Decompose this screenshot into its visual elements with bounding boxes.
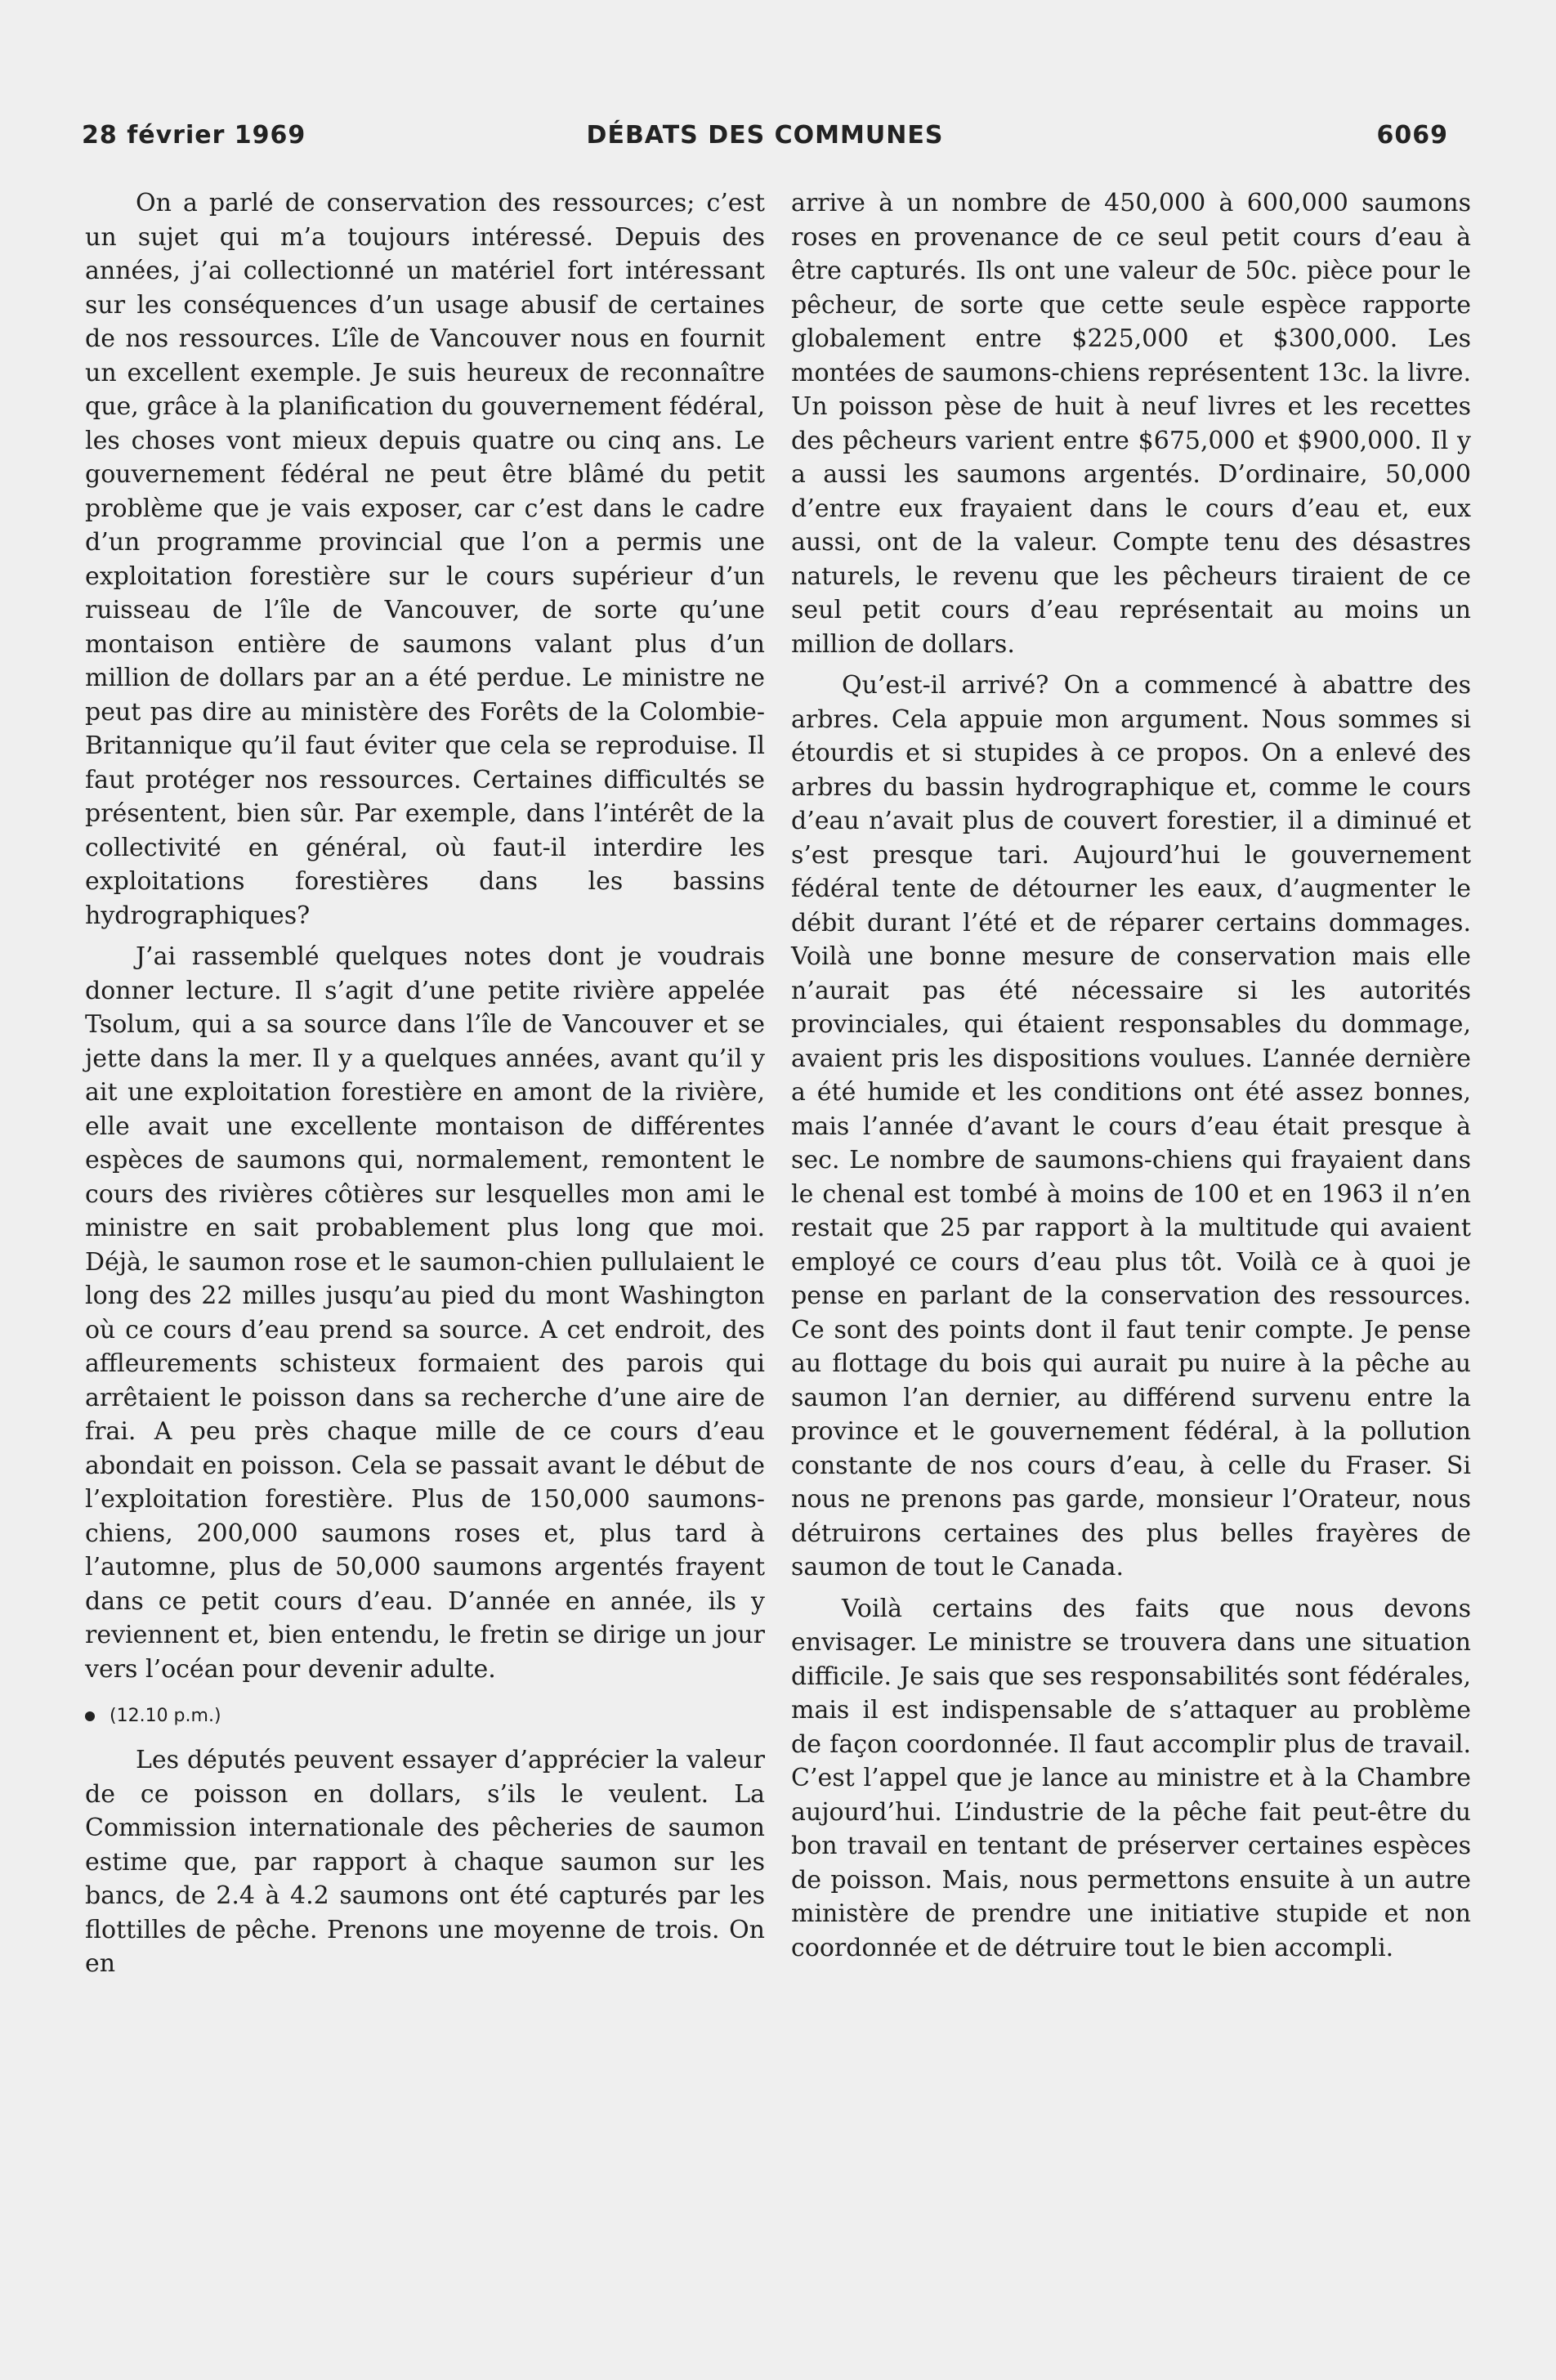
time-marker [85, 1704, 765, 1729]
right-column [791, 186, 1471, 1965]
page-number: 6069 [1376, 121, 1448, 150]
time-marker-text: (12.10 p.m.) [110, 1706, 221, 1726]
left-column [85, 186, 765, 1981]
header-date: 28 février 1969 [82, 121, 306, 150]
paragraph: Les députés peuvent essayer d’apprécier la valeur de ce poisson en dollars, s’ils le veulent. La Commission internationale des pêcheries de saumon estime que, par rapport à chaque saumon sur les bancs, de 2.4 à 4.2 saumons ont été capturés par les flottilles de pêche. Prenons une moyenne de trois. On en [85, 1746, 765, 1978]
bullet-icon [85, 1711, 95, 1721]
paragraph-continued: arrive à un nombre de 450,000 à 600,000 saumons roses en provenance de ce seul petit cours d’eau à être capturés. Ils ont une valeur de 50c. pièce pour le pêcheur, de sorte que cette seule espèce rapporte globalement entre $225,000 et $300,000. Les montées de saumons-chiens représentent 13c. la livre. Un poisson pèse de huit à neuf livres et les recettes des pêcheurs varient entre $675,000 et $900,000. Il y a aussi les saumons argentés. D’ordinaire, 50,000 d’entre eux frayaient dans le cours d’eau et, eux aussi, ont de la valeur. Compte tenu des désastres naturels, le revenu que les pêcheurs tiraient de ce seul petit cours d’eau représentait au moins un million de dollars. [791, 189, 1471, 659]
paragraph: Qu’est-il arrivé? On a commencé à abattre des arbres. Cela appuie mon argument. Nous sommes si étourdis et si stupides à ce propos. On a enlevé des arbres du bassin hydrographique et, comme le cours d’eau n’avait plus de couvert forestier, il a diminué et s’est presque tari. Aujourd’hui le gouvernement fédéral tente de détourner les eaux, d’augmenter le débit durant l’été et de réparer certains dommages. Voilà une bonne mesure de conservation mais elle n’aurait pas été nécessaire si les autorités provinciales, qui étaient responsables du dommage, avaient pris les dispositions voulues. L’année dernière a été humide et les conditions ont été assez bonnes, mais l’année d’avant le cours d’eau était presque à sec. Le nombre de saumons-chiens qui frayaient dans le chenal est tombé à moins de 100 et en 1963 il n’en restait que 25 par rapport à la multitude qui avaient employé ce cours d’eau plus tôt. Voilà ce à quoi je pense en parlant de la conservation des ressources. Ce sont des points dont il faut tenir compte. Je pense au flottage du bois qui aurait pu nuire à la pêche au saumon l’an dernier, au différend survenu entre la province et le gouvernement fédéral, à la pollution constante de nos cours d’eau, à celle du Fraser. Si nous ne prenons pas garde, monsieur l’Orateur, nous détruirons certaines des plus belles frayères de saumon de tout le Canada. [791, 671, 1471, 1581]
page-header [82, 121, 1448, 155]
header-title: DÉBATS DES COMMUNES [586, 121, 944, 150]
paragraph: J’ai rassemblé quelques notes dont je voudrais donner lecture. Il s’agit d’une petite rivière appelée Tsolum, qui a sa source dans l’île de Vancouver et se jette dans la mer. Il y a quelques années, avant qu’il y ait une exploitation forestière en amont de la rivière, elle avait une excellente montaison de différentes espèces de saumons qui, normalement, remontent le cours des rivières côtières sur lesquelles mon ami le ministre en sait probablement plus long que moi. Déjà, le saumon rose et le saumon-chien pullulaient le long des 22 milles jusqu’au pied du mont Washington où ce cours d’eau prend sa source. A cet endroit, des affleurements schisteux formaient des parois qui arrêtaient le poisson dans sa recherche d’une aire de frai. A peu près chaque mille de ce cours d’eau abondait en poisson. Cela se passait avant le début de l’exploitation forestière. Plus de 150,000 saumons-chiens, 200,000 saumons roses et, plus tard à l’automne, plus de 50,000 saumons argentés frayent dans ce petit cours d’eau. D’année en année, ils y reviennent et, bien entendu, le fretin se dirige un jour vers l’océan pour devenir adulte. [85, 942, 765, 1684]
paragraph: On a parlé de conservation des ressources; c’est un sujet qui m’a toujours intéressé. Depuis des années, j’ai collectionné un matériel fort intéressant sur les conséquences d’un usage abusif de certaines de nos ressources. L’île de Vancouver nous en fournit un excellent exemple. Je suis heureux de reconnaître que, grâce à la planification du gouvernement fédéral, les choses vont mieux depuis quatre ou cinq ans. Le gouvernement fédéral ne peut être blâmé du petit problème que je vais exposer, car c’est dans le cadre d’un programme provincial que l’on a permis une exploitation forestière sur le cours supérieur d’un ruisseau de l’île de Vancouver, de sorte qu’une montaison entière de saumons valant plus d’un million de dollars par an a été perdue. Le ministre ne peut pas dire au ministère des Forêts de la Colombie-Britannique qu’il faut éviter que cela se reproduise. Il faut protéger nos ressources. Certaines difficultés se présentent, bien sûr. Par exemple, dans l’intérêt de la collectivité en général, où faut-il interdire les exploitations forestières dans les bassins hydrographiques? [85, 189, 765, 930]
paragraph: Voilà certains des faits que nous devons envisager. Le ministre se trouvera dans une situation difficile. Je sais que ses responsabilités sont fédérales, mais il est indispensable de s’attaquer au problème de façon coordonnée. Il faut accomplir plus de travail. C’est l’appel que je lance au ministre et à la Chambre aujourd’hui. L’industrie de la pêche fait peut-être du bon travail en tentant de préserver certaines espèces de poisson. Mais, nous permettons ensuite à un autre ministère de prendre une initiative stupide et non coordonnée et de détruire tout le bien accompli. [791, 1594, 1471, 1962]
